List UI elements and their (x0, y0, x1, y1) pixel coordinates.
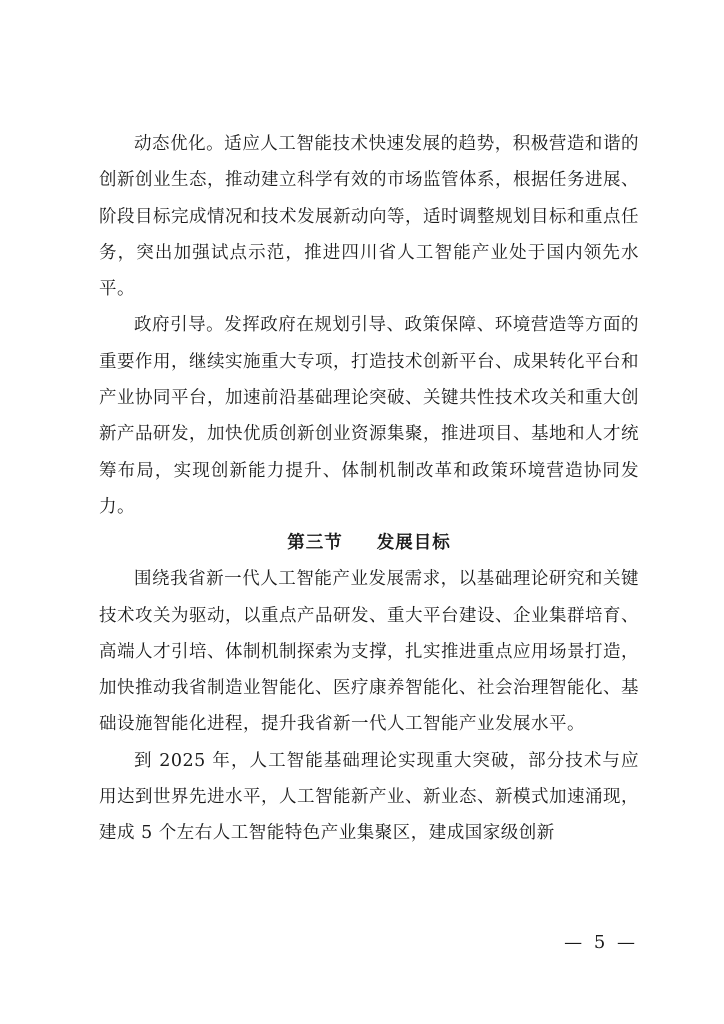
section-number: 第三节 (287, 533, 343, 554)
section-heading (99, 525, 639, 561)
paragraph-government-guidance: 政府引导。发挥政府在规划引导、政策保障、环境营造等方面的重要作用，继续实施重大专项，打造技术创新平台、成果转化平台和产业协同平台，加速前沿基础理论突破、关键共性技术攻关和重大创新产品研发，加快优质创新创业资源集聚，推进项目、基地和人才统筹布局，实现创新能力提升、体制机制改革和政策环境营造协同发力。 (99, 315, 639, 517)
section-title: 发展目标 (376, 533, 451, 554)
paragraph-dynamic-optimization: 动态优化。适应人工智能技术快速发展的趋势，积极营造和谐的创新创业生态，推动建立科学有效的市场监管体系，根据任务进展、阶段目标完成情况和技术发展新动向等，适时调整规划目标和重点任务，突出加强试点示范，推进四川省人工智能产业处于国内领先水平。 (99, 134, 639, 300)
paragraph-development-needs: 围绕我省新一代人工智能产业发展需求，以基础理论研究和关键技术攻关为驱动，以重点产品研发、重大平台建设、企业集群培育、高端人才引培、体制机制探索为支撑，扎实推进重点应用场景打造，加快推动我省制造业智能化、医疗康养智能化、社会治理智能化、基础设施智能化进程，提升我省新一代人工智能产业发展水平。 (99, 569, 639, 735)
document-body (99, 126, 639, 852)
paragraph-2025-goals: 到 2025 年，人工智能基础理论实现重大突破，部分技术与应用达到世界先进水平，人工智能新产业、新业态、新模式加速涌现，建成 5 个左右人工智能特色产业集聚区，建成国家级创新 (99, 750, 639, 844)
page-number: — 5 — (564, 932, 638, 953)
